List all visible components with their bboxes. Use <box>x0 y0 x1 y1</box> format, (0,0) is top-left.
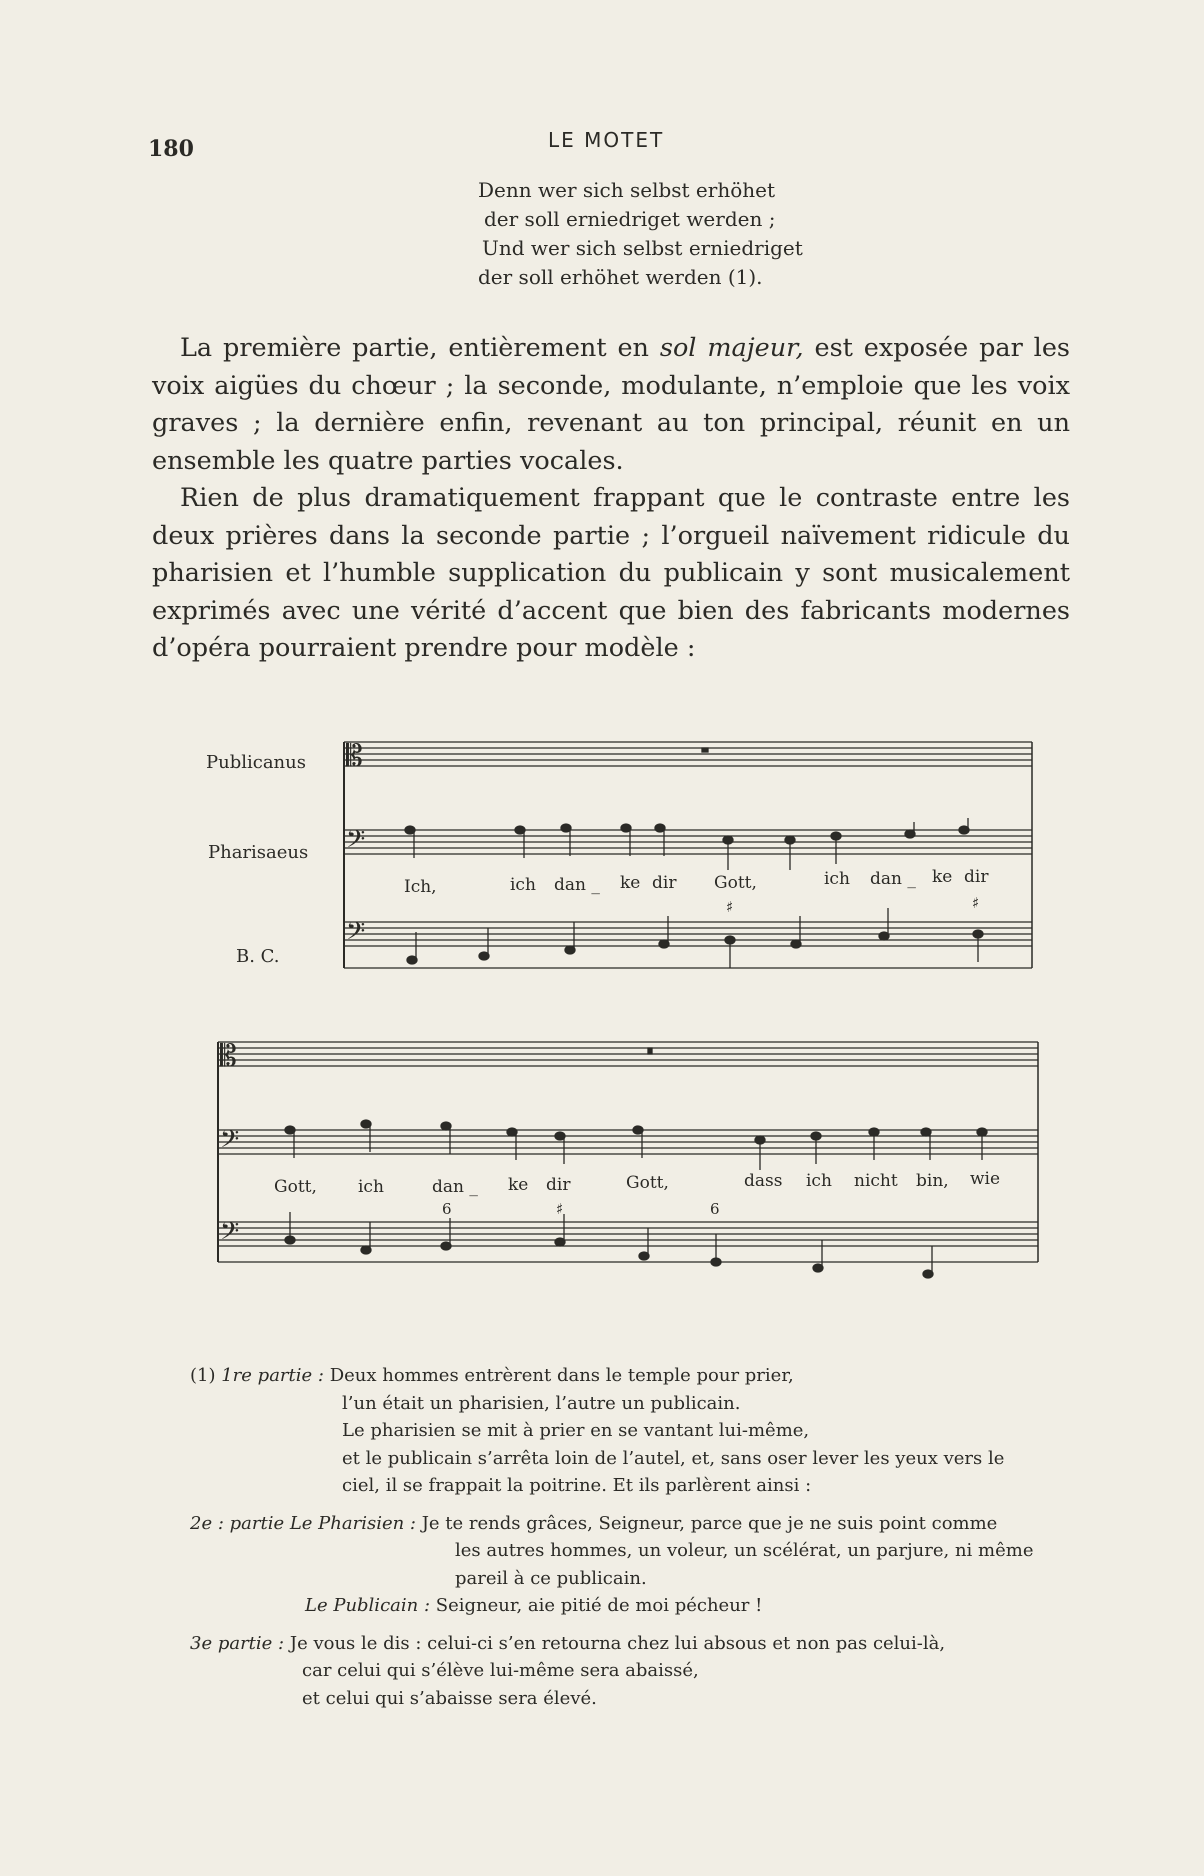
lyric: dass <box>744 1171 783 1191</box>
lyric: ich <box>358 1177 384 1197</box>
lyric: wie <box>970 1169 1001 1189</box>
lyric: dir <box>652 873 677 893</box>
footnote-label: 1re partie : <box>221 1365 324 1386</box>
paragraph: Rien de plus dramatiquement frappant que le contraste entre les deux prières dans la seconde partie ; l’orgueil naïvement ridicule du pharisien et l’humble supplication du publicain y sont musicalement exprimés avec une vérité d’accent que bien des fabricants modernes d’opéra pourraient prendre pour modèle : <box>152 483 1070 663</box>
footnotes <box>190 1362 1100 1712</box>
lyric: bin, <box>916 1171 949 1191</box>
footnote-line: Le pharisien se mit à prier en se vantant lui-même, <box>342 1420 810 1441</box>
staff-system2-bass <box>218 1222 1038 1246</box>
footnote-line: ciel, il se frappait la poitrine. Et ils parlèrent ainsi : <box>342 1475 812 1496</box>
footnote-2b <box>190 1592 1100 1620</box>
lyric: dir <box>546 1175 571 1195</box>
figured-bass: ♯ <box>726 898 734 916</box>
key-name: sol majeur, <box>659 333 804 363</box>
footnote-line: Deux hommes entrèrent dans le temple pour prier, <box>329 1365 794 1386</box>
staff-system2-top <box>218 1042 1038 1066</box>
lyric: dir <box>964 867 989 887</box>
verse-line: Denn wer sich selbst erhöhet <box>478 178 775 202</box>
verse-line: der soll erniedriget werden ; <box>484 207 776 231</box>
footnote-line: Je te rends grâces, Seigneur, parce que je ne suis point comme <box>421 1512 998 1534</box>
staff-label: B. C. <box>236 946 280 967</box>
body-text <box>152 330 1070 668</box>
lyric: ke <box>620 873 641 893</box>
lyric: dan _ <box>554 875 600 895</box>
figured-bass: 6 <box>442 1200 452 1218</box>
paragraph-text: est exposée par les voix aigües du chœur ; la seconde, modulante, n’emploie que les voix graves ; la dernière enfin, revenant au ton principal, réunit en un ensemble les quatre parties vocales. <box>152 333 1070 476</box>
bass-clef-icon: 𝄢 <box>346 825 366 860</box>
footnote-1 <box>190 1362 1100 1390</box>
lyric: dan _ <box>432 1177 478 1197</box>
lyric: Gott, <box>626 1173 669 1193</box>
footnote-line: Seigneur, aie pitié de moi pécheur ! <box>435 1595 763 1616</box>
lyric: nicht <box>854 1171 898 1191</box>
figured-bass: ♯ <box>972 894 980 912</box>
lyric: ke <box>508 1175 529 1195</box>
footnote-label: Le Publicain : <box>305 1595 431 1616</box>
lyric: ich <box>824 869 850 889</box>
footnote-line: car celui qui s’élève lui-même sera abaissé, <box>302 1660 699 1681</box>
paragraph <box>152 330 1070 480</box>
staff-label: Publicanus <box>206 752 306 773</box>
figured-bass: ♯ <box>556 1200 564 1218</box>
staff-publicanus <box>344 742 1032 766</box>
verse-quote <box>478 176 803 292</box>
footnote-line: l’un était un pharisien, l’autre un publicain. <box>342 1392 741 1414</box>
bass-clef-icon: 𝄢 <box>346 917 366 952</box>
footnote-line: les autres hommes, un voleur, un scélérat, un parjure, ni même <box>455 1540 1034 1561</box>
footnote-line: et celui qui s’abaisse sera élevé. <box>302 1687 597 1709</box>
figured-bass: 6 <box>710 1200 720 1218</box>
footnote-label: 2e : partie Le Pharisien : <box>190 1512 416 1534</box>
lyric: ke <box>932 867 953 887</box>
lyric: ich <box>510 875 536 895</box>
footnote-line: pareil à ce publicain. <box>455 1567 647 1589</box>
verse-line: der soll erhöhet werden (1). <box>478 265 763 289</box>
page-number: 180 <box>148 136 194 162</box>
footnote-2 <box>190 1510 1100 1538</box>
lyric: dan _ <box>870 869 916 889</box>
c-clef-icon: 𝄡 <box>346 739 363 774</box>
footnote-label: 3e partie : <box>190 1632 285 1654</box>
running-title: LE MOTET <box>548 128 665 152</box>
bass-clef-icon: 𝄢 <box>220 1125 240 1160</box>
bass-clef-icon: 𝄢 <box>220 1217 240 1252</box>
staff-label: Pharisaeus <box>208 842 309 863</box>
lyric: Ich, <box>404 877 437 897</box>
music-score <box>0 700 1204 1300</box>
c-clef-icon: 𝄡 <box>220 1039 237 1074</box>
footnote-marker: (1) <box>190 1365 216 1386</box>
lyric: Gott, <box>274 1177 317 1197</box>
paragraph-text: La première partie, entièrement en <box>180 333 660 363</box>
footnote-3 <box>190 1630 1100 1658</box>
staff-pharisaeus <box>344 830 1032 854</box>
verse-line: Und wer sich selbst erniedriget <box>482 236 803 260</box>
footnote-line: Je vous le dis : celui-ci s’en retourna chez lui absous et non pas celui-là, <box>289 1632 946 1654</box>
lyric: Gott, <box>714 873 757 893</box>
lyric: ich <box>806 1171 832 1191</box>
staff-bass-continuo <box>344 922 1032 946</box>
footnote-line: et le publicain s’arrêta loin de l’autel, et, sans oser lever les yeux vers le <box>342 1447 1005 1469</box>
staff-system2-middle <box>218 1130 1038 1154</box>
